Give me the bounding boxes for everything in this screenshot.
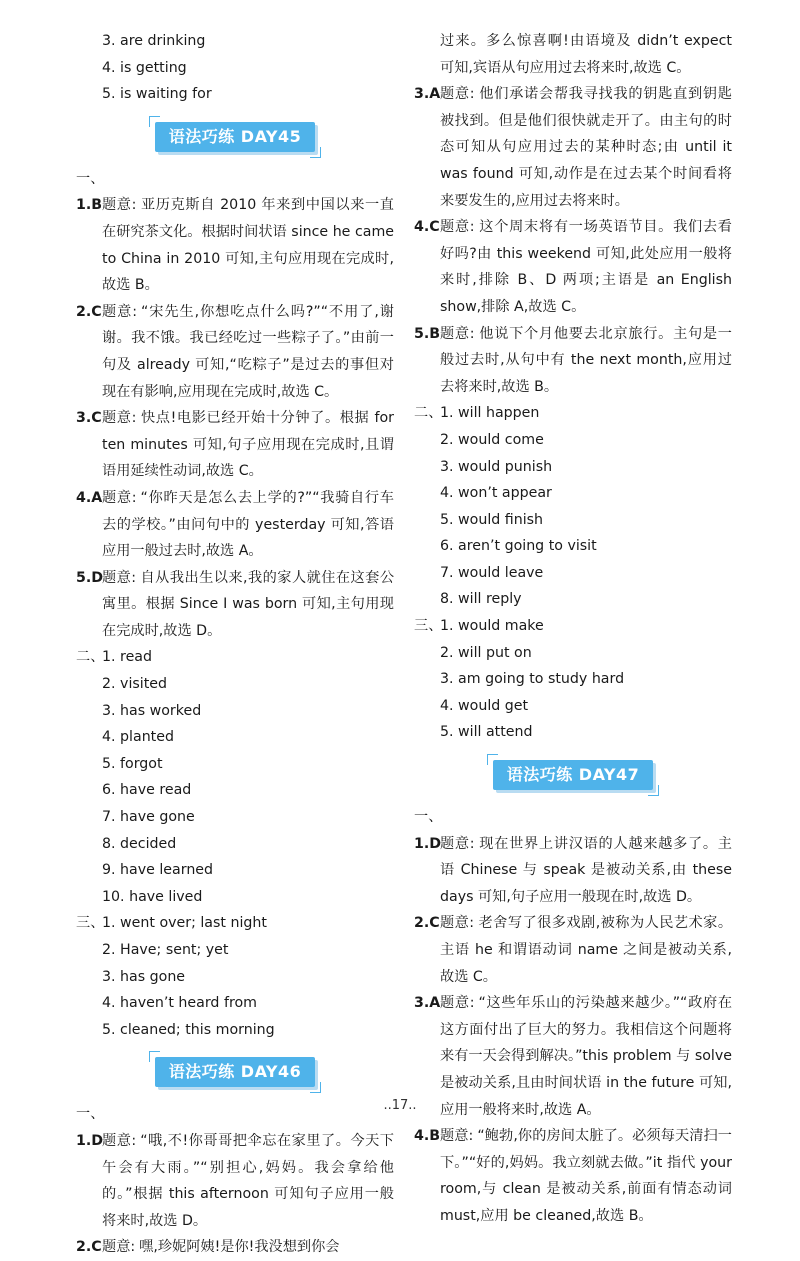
answer-item: 4. haven’t heard from [102,995,257,1012]
answer-item: 5. will attend [440,724,533,741]
question: 1.D 题意: 现在世界上讲汉语的人越来越多了。主语 Chinese 与 speak 是被动关系,由 these days 可知,句子应用一般现在时,故选 D。 [414,835,732,905]
question: 3.A 题意: 他们承诺会帮我寻找我的钥匙直到钥匙被找到。但是他们很快就走开了。由主句的时态可知从句应用过去的某种时态;由 until it was found 可知,动作是在过去某个时间看将来要发生的,应用过去将来时。 [414,86,732,209]
answer-item: 2. would come [440,431,544,448]
question: 4.B 题意: “鲍勃,你的房间太脏了。必须每天清扫一下。”“好的,妈妈。我立刻就去做。”it 指代 your room,与 clean 是被动关系,前面有情态动词 must,应用 be cleaned,故选 B。 [414,1128,732,1224]
answer-item: 4. won’t appear [440,485,552,502]
answer-item: 10. have lived [102,888,203,905]
answer-item: 7. would leave [440,564,544,581]
answer-item: 4. is getting [102,59,187,76]
day47-banner-wrap [414,746,732,804]
question-continuation: 过来。多么惊喜啊!由语境及 didn’t expect 可知,宾语从句应用过去将来时,故选 C。 [440,33,732,76]
answer-item: 5. is waiting for [102,86,212,103]
day47-banner: 语法巧练 DAY47 [493,760,654,790]
day45-banner: 语法巧练 DAY45 [155,122,316,152]
question: 5.B 题意: 他说下个月他要去北京旅行。主句是一般过去时,从句中有 the next month,应用过去将来时,故选 B。 [414,325,732,395]
left-column [76,28,394,1261]
top-answers [76,28,394,108]
answer-item: 3. has gone [102,968,186,985]
section-label: 一、 [76,1106,105,1123]
answer-item: 9. have learned [102,862,214,879]
answer-item: 3. has worked [102,702,202,719]
answer-item: 1. would make [440,618,544,635]
answer-item: 6. aren’t going to visit [440,538,597,555]
day46-banner-wrap [76,1043,394,1101]
answer-item: 1. will happen [440,405,540,422]
section-label: 二、 [414,405,443,422]
answer-item: 3. are drinking [102,33,206,49]
answer-item: 5. forgot [102,755,163,772]
part3-section [414,613,732,746]
section-label: 一、 [76,170,105,187]
part2-section [414,400,732,613]
answer-item: 6. have read [102,782,192,799]
answer-item: 1. went over; last night [102,915,267,932]
question: 4.A 题意: “你昨天是怎么去上学的?”“我骑自行车去的学校。”由问句中的 yesterday 可知,答语应用一般过去时,故选 A。 [76,489,394,560]
answer-item: 5. cleaned; this morning [102,1021,275,1038]
right-column [414,28,732,1230]
answer-item: 3. am going to study hard [440,671,625,688]
answer-item: 8. will reply [440,591,522,608]
section-label: 二、 [76,649,105,666]
question: 1.D 题意: “哦,不!你哥哥把伞忘在家里了。今天下午会有大雨。”“别担心,妈妈。我会拿给他的。”根据 this afternoon 可知句子应用一般将来时,故选 D。 [76,1132,394,1229]
question: 2.C 题意: 老舍写了很多戏剧,被称为人民艺术家。主语 he 和谓语动词 name 之间是被动关系,故选 C。 [414,915,733,985]
answer-item: 8. decided [102,835,177,852]
question: 1.B 题意: 亚历克斯自 2010 年来到中国以来一直在研究茶文化。根据时间状语 since he came to China in 2010 可知,主句应用现在完成时,故选 B。 [76,197,394,294]
answer-item: 5. would finish [440,511,544,528]
question: 5.D 题意: 自从我出生以来,我的家人就住在这套公寓里。根据 Since I was born 可知,主句用现在完成时,故选 D。 [76,569,395,639]
question: 3.C 题意: 快点!电影已经开始十分钟了。根据 for ten minutes 可知,句子应用现在完成时,且谓语用延续性动词,故选 C。 [76,410,394,480]
answer-item: 1. read [102,649,152,666]
question: 3.A 题意: “这些年乐山的污染越来越少。”“政府在这方面付出了巨大的努力。我相信这个问题将来有一天会得到解决。”this problem 与 solve 是被动关系,且由时间状语 in the future 可知,应用一般将来时,故选 A。 [414,995,733,1118]
answer-item: 7. have gone [102,809,195,826]
question: 2.C 题意: “宋先生,你想吃点什么吗?”“不用了,谢谢。我不饿。我已经吃过一些粽子了。”由前一句及 already 可知,“吃粽子”是过去的事但对现在有影响,应用现在完成时,故选 C。 [76,303,394,400]
section-label: 一、 [414,809,443,826]
day46-banner: 语法巧练 DAY46 [155,1057,316,1087]
answer-item: 3. would punish [440,458,553,475]
answer-item: 2. Have; sent; yet [102,942,229,958]
answer-item: 2. will put on [440,644,532,661]
part3-section [76,910,394,1043]
page-number: ..17.. [383,1098,417,1113]
day45-banner-wrap [76,108,394,166]
question: 2.C 题意: 嘿,珍妮阿姨!是你!我没想到你会 [76,1239,340,1256]
question: 4.C 题意: 这个周末将有一场英语节目。我们去看好吗?由 this weekend 可知,此处应用一般将来时,排除 B、D 两项;主语是 an English show,排除 A,故选 C。 [414,219,732,315]
answer-item: 2. visited [102,676,168,693]
section-label: 三、 [414,618,443,635]
section-label: 三、 [76,915,105,932]
answer-item: 4. planted [102,729,174,746]
part2-section [76,644,394,910]
answer-item: 4. would get [440,697,529,714]
